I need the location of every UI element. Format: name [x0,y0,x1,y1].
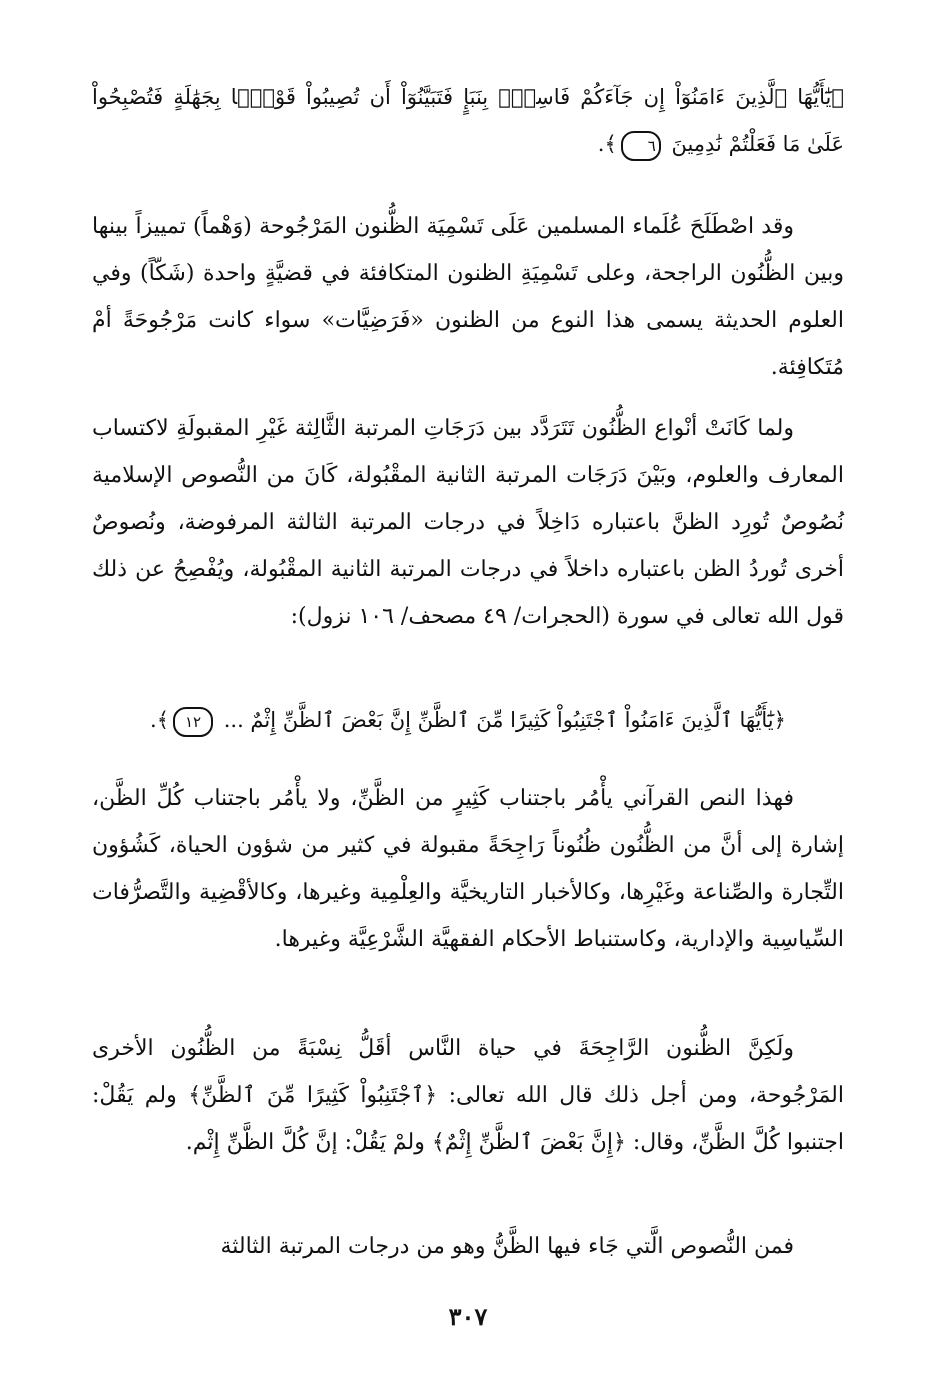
verse-1-closing: ﴾. [597,132,617,156]
paragraph-4: ولَكِنَّ الظُّنون الرَّاجِحَةَ في حياة النَّاس أقَلُّ نِسْبَةً من الظُّنُون الأخرى المَرْجُوحة، ومن أجل ذلك قال الله تعالى: ﴿ٱجْتَنِبُواْ كَثِيرًا مِّنَ ٱلظَّنِّ﴾ ولم يَقُلْ: اجتنبوا كُلَّ الظَّنِّ، وقال: ﴿إِنَّ بَعْضَ ٱلظَّنِّ إِثْمٌ﴾ ولمْ يَقُلْ: إنَّ كُلَّ الظَّنِّ إِثْم. [92,1036,844,1155]
paragraph-1: وقد اصْطَلَحَ عُلَماء المسلمين عَلَى تَسْمِيَة الظُّنون المَرْجُوحة (وَهْماً) تمييزاً بينها وبين الظُّنُون الراجحة، وعلى تَسْمِيَةِ الظنون المتكافئة في قضيَّةٍ واحدة (شَكّاً) وفي العلوم الحديثة يسمى هذا النوع من الظنون «فَرَضِيَّات» سواء كانت مَرْجُوحَةً أمْ مُتَكافِئة. [92,214,844,380]
ayah-number-marker: ١٢ [173,707,213,737]
verse-2-text: ﴿يَٰٓأَيُّهَا ٱلَّذِينَ ءَامَنُواْ ٱجْتَنِبُواْ كَثِيرًا مِّنَ ٱلظَّنِّ إِنَّ بَعْضَ ٱلظَّنِّ إِثْمٌ ... [223,708,786,732]
quran-verse-2 [92,697,844,744]
ayah-number-marker: ٦ [621,131,661,161]
paragraph-2: ولما كَانَتْ أنْواع الظُّنُون تَتَرَدَّد بين دَرَجَاتِ المرتبة الثَّالِثة غَيْرِ المقبولَةِ لاكتساب المعارف والعلوم، وبَيْنَ دَرَجَات المرتبة الثانية المقْبُولة، كَانَ من النُّصوص الإسلامية نُصُوصٌ تُورِد الظنَّ باعتباره دَاخِلاً في درجات المرتبة الثالثة المرفوضة، ونُصوصٌ أخرى تُوردُ الظن باعتباره داخلاً في درجات المرتبة الثانية المقْبُولة، ويُفْصِحُ عن ذلك قول الله تعالى في سورة (الحجرات/ ٤٩ مصحف/ ١٠٦ نزول): [92,416,844,629]
paragraph-3: فهذا النص القرآني يأْمُر باجتناب كَثِيرٍ من الظَّنِّ، ولا يأْمُر باجتناب كُلِّ الظَّن، إشارة إلى أنَّ من الظُّنُون ظُنُوناً رَاجِحَةً مقبولة في كثير من شؤون الحياة، كَشُؤون التِّجارة والصِّناعة وغَيْرِها، وكالأخبار التاريخيَّة والعِلْمِية وغيرها، وكالأقْضِية والتَّصرُّفات السِّياسِية والإدارية، وكاستنباط الأحكام الفقهيَّة الشَّرْعِيَّة وغيرها. [92,786,844,952]
quran-verse-1 [92,74,844,168]
paragraph-5: فمن النُّصوص الَّتي جَاء فيها الظَّنُّ وهو من درجات المرتبة الثالثة [220,1234,794,1259]
verse-2-closing: ﴾. [150,708,170,732]
page-number: ٣٠٧ [448,1302,488,1331]
verse-1-text: ﴿يَٰٓأَيُّهَا ٱلَّذِينَ ءَامَنُوٓاْ إِن جَآءَكُمْ فَاسِقُۢ بِنَبَإٍ فَتَبَيَّنُوٓاْ أَن تُصِيبُواْ قَوْمَۢا بِجَهَٰلَةٍ فَتُصْبِحُواْ عَلَىٰ مَا فَعَلْتُمْ نَٰدِمِينَ [92,85,844,156]
